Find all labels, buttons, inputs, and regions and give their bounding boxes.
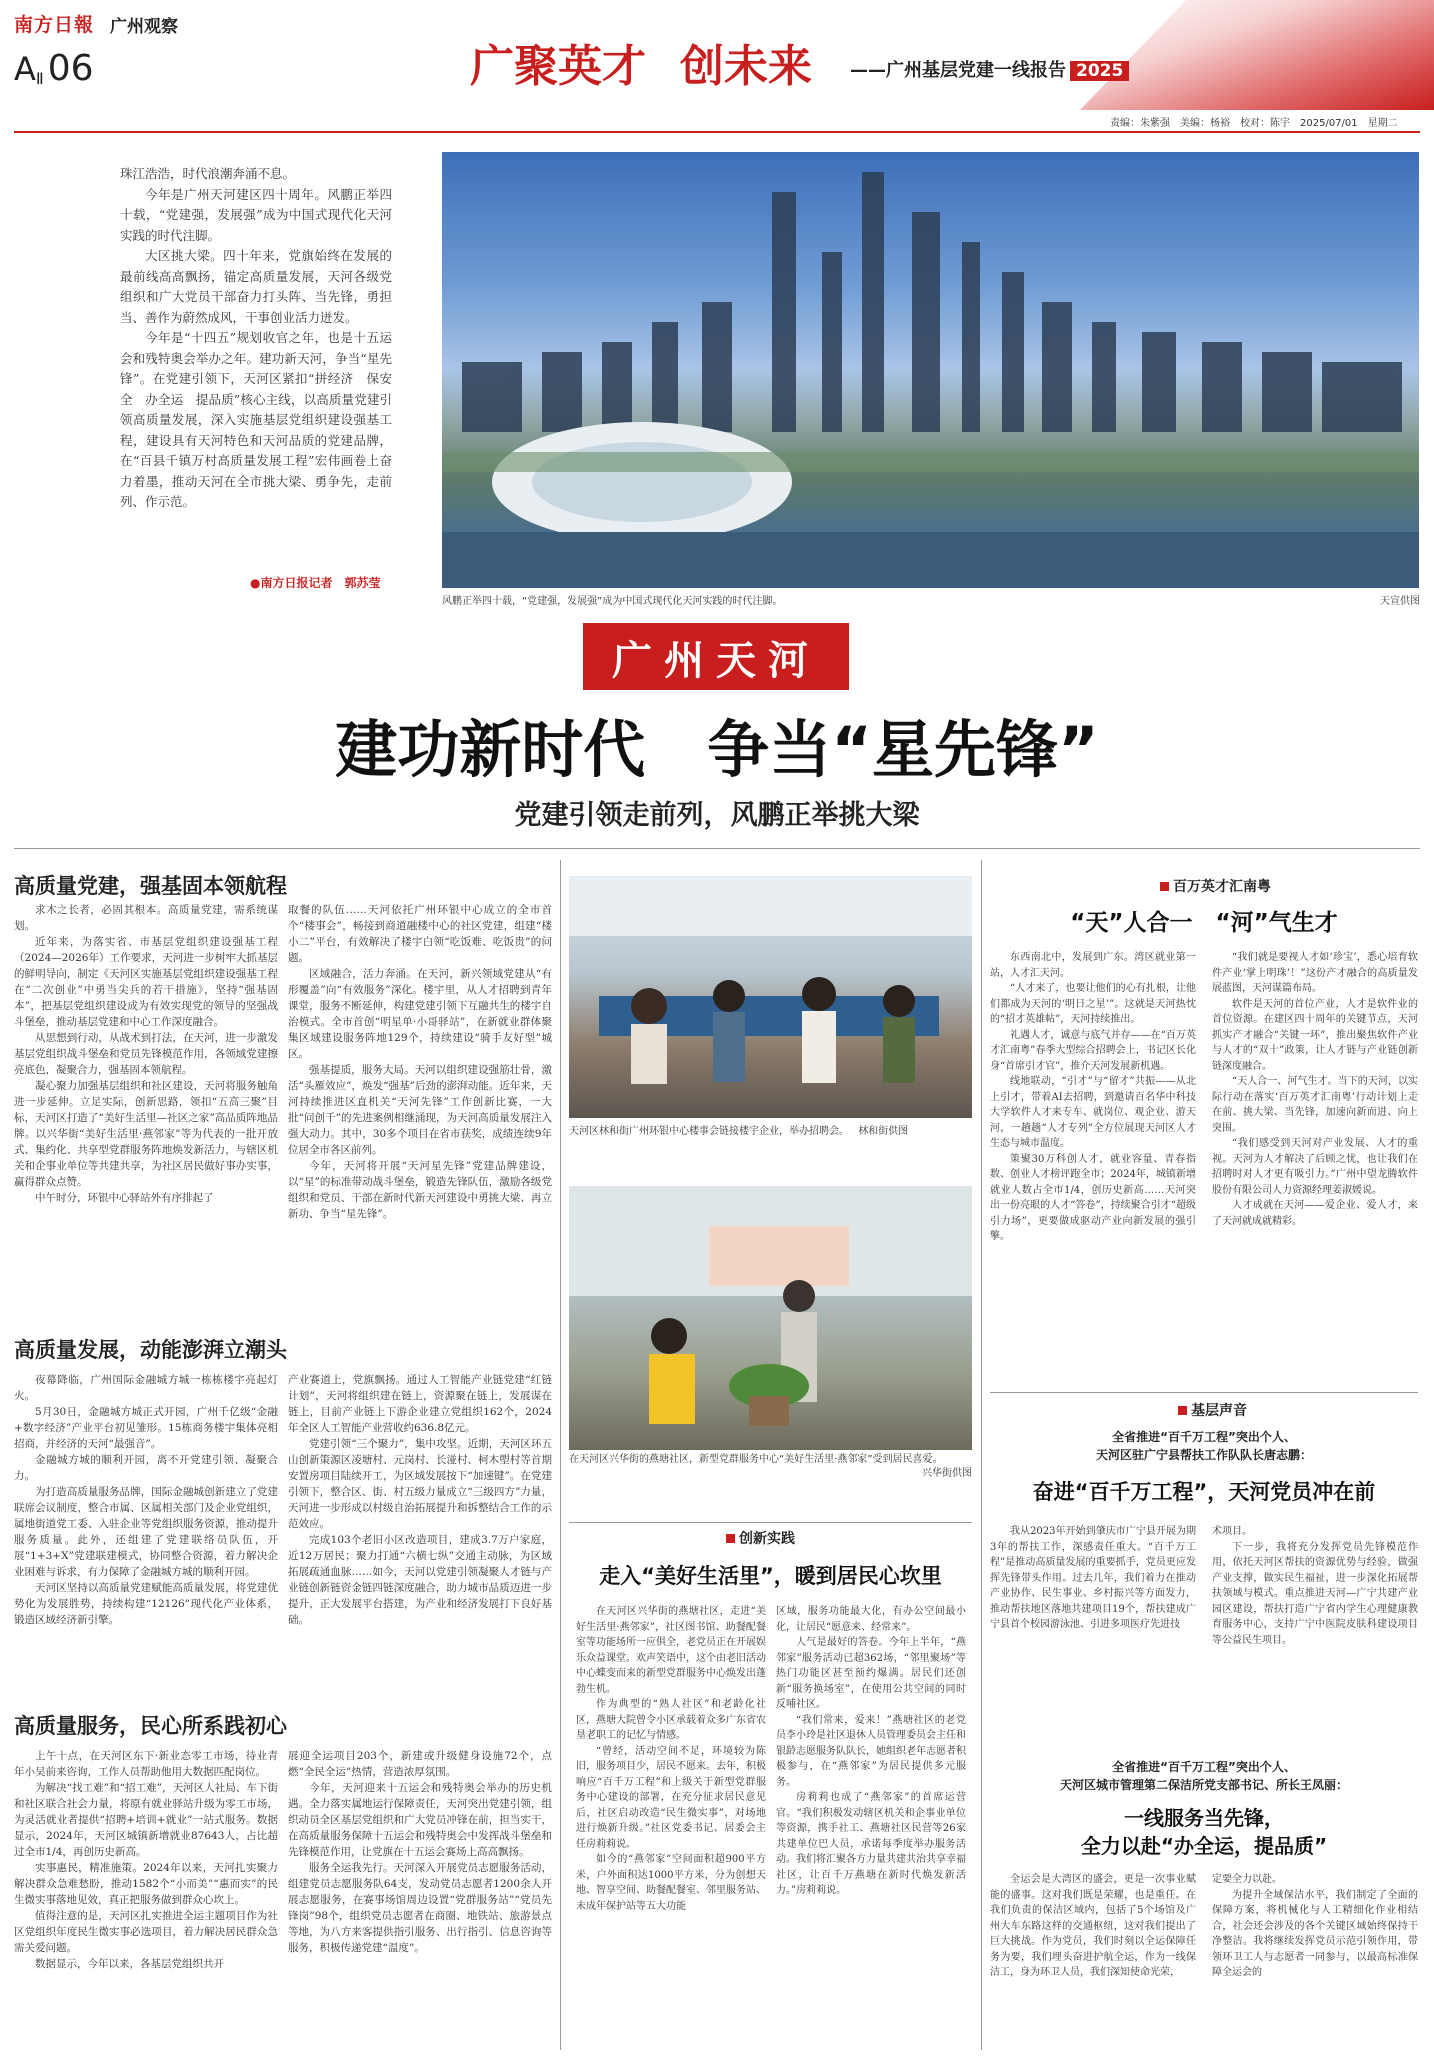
column-divider <box>981 860 982 2050</box>
paragraph: 上午十点，在天河区东下·新业态零工市场，待业青年小吴前来咨询，工作人员帮助他用大数据匹配岗位。 <box>14 1750 278 1778</box>
voice1-kicker-line2: 天河区驻广宁县帮扶工作队队长唐志鹏： <box>1095 1448 1312 1462</box>
district-label: 广州天河 <box>612 638 820 684</box>
intro-para: 今年是广州天河建区四十周年。风鹏正举四十载，“党建强，发展强”成为中国式现代化天河实践的时代注脚。 <box>120 186 392 243</box>
section-title-party: 高质量党建，强基固本领航程 <box>14 874 287 898</box>
paragraph: 夜幕降临，广州国际金融城方城一栋栋楼宇亮起灯火。 <box>14 1374 278 1402</box>
chuangxin-tag: 创新实践 <box>726 1528 795 1548</box>
paragraph: 天河区坚持以高质量党建赋能高质量发展，将党建优势化为发展胜势，持续构建“12126”现代化产业体系，锻造区域经济新引擎。 <box>14 1582 278 1626</box>
paragraph: 取餐的队伍……天河依托广州环银中心成立的全市首个“楼事会”，畅接到商道融楼中心的社区党建，组建“楼小二”平台，有效解决了楼宇白领“吃饭难、吃饭贵”的问题。 <box>288 904 552 964</box>
paragraph: 为提升全域保洁水平，我们制定了全面的保障方案，将机械化与人工精细化作业相结合，社会还会涉及的各个关键区域始终保持干净整洁。我将继续发挥党员示范引领作用，带领环卫工人与志愿者一同参与，以最高标准保障全运会的 <box>1212 1889 1418 1978</box>
article-column <box>1212 950 1418 1229</box>
paragraph: 区域融合，活力奔涌。在天河，新兴领域党建从“有形覆盖”向“有效服务”深化。楼宇里，从人才招聘到青年课堂，服务不断延伸，构建党建引领下互融共生的楼宇自治模式。全市首创“明星单·小哥驿站”，在新就业群体聚集区域建设服务阵地129个，持续建设“骑手友好型”城区。 <box>288 968 552 1060</box>
masthead-rule <box>14 131 1420 133</box>
paragraph: 区域，服务功能最大化，有办公空间最小化，让居民“愿意来、经常来”。 <box>776 1606 966 1633</box>
voice2-kicker <box>990 1758 1418 1794</box>
jiceng-tag: 基层声音 <box>1178 1400 1247 1420</box>
community-illustration <box>569 1186 972 1450</box>
paragraph: 金融城方城的顺利开园，离不开党建引领、凝聚合力。 <box>14 1454 278 1482</box>
community-credit: 兴华街供图 <box>922 1468 972 1479</box>
paragraph: 求木之长者，必固其根本。高质量党建，需系统谋划。 <box>14 904 278 932</box>
paragraph: “天人合一、河气生才。当下的天河，以实际行动在落实‘百万英才汇南粤’行动计划上走在前、挑大梁、当先锋，加速向新而进、向上突围。 <box>1212 1076 1418 1134</box>
intro-para: 大区挑大梁。四十年来，党旗始终在发展的最前线高高飘扬，锚定高质量发展，天河各级党组织和广大党员干部奋力打头阵、当先锋，勇担当、善作为蔚然成风，干事创业活力迸发。 <box>120 248 392 325</box>
recruitment-caption <box>569 1122 972 1137</box>
voice1-title: 奋进“百千万工程”，天河党员冲在前 <box>1032 1480 1376 1504</box>
community-caption <box>569 1453 972 1481</box>
article-column <box>14 902 278 1206</box>
paragraph: 为打造高质量服务品牌，国际金融城创新建立了党建联席会议制度，整合市属、区属相关部门及企业党组织，属地街道党工委、入驻企业等党组织服务资源，推动提升服务质量。此外，还组建了党建联络员队伍，开展“1+3+X”党建联建模式，协同整合资源，着力解决企业困难与诉求，有力保障了金融城方城的顺利开园。 <box>14 1486 278 1578</box>
paper-name: 南方日報 <box>14 14 95 36</box>
paragraph: 定要全力以赴。 <box>1212 1874 1282 1885</box>
masthead <box>0 0 1434 128</box>
article-column <box>990 1524 1196 1633</box>
paragraph: 我从2023年开始到肇庆市广宁县开展为期3年的帮扶工作，深感责任重大。“百千万工程”是推动高质量发展的重要抓手，党员更应发挥先锋带头作用。过去几年，我们着力在推动产业协作、民生事业、乡村振兴等方面发力，推动帮扶地区落地共建项目19个，帮扶建成广宁县首个校园游泳池、引进多项医疗先进技 <box>990 1526 1196 1630</box>
paragraph: 软件是天河的首位产业，人才是软件业的首位资源。在建区四十周年的关键节点，天河抓实产才融合“关键一环”，推出聚焦软件产业与人才的“双十”政策，让人才链与产业链创新链深度融合。 <box>1212 998 1418 1072</box>
voice2-title-line2: 全力以赴“办全运，提品质” <box>1080 1834 1328 1858</box>
credits-line: 责编：朱紫强 美编：杨裕 校对：陈宇 2025/07/01 星期二 <box>1110 118 1398 129</box>
paragraph: 房莉莉也成了“燕邻家”的首席运营官。“我们积极发动辖区机关和企事业单位等资源，携手社工、燕塘社区民营等26家共建单位巴人员，承诺每季度举办服务活动。我们将汇聚各方力量共建共治共享幸福社区，让百千万燕塘在新时代焕发新活力。”房莉莉说。 <box>776 1792 966 1896</box>
paragraph: 策聚30万科创人才，就业容量、青春指数、创业人才榜评跑全市；2024年，城镇新增就业人数占全市1/4，创历史新高……天河突出一份亮眼的人才“答卷”，持续聚合引才“超级引力场”，更要做成驱动产业向新发展的强引擎。 <box>990 1153 1196 1242</box>
skyline-illustration <box>442 152 1419 588</box>
paragraph: 5月30日，金融城方城正式开园，广州千亿级“金融+数字经济”产业平台初见雏形。15栋商务楼宇集体亮相招商，并经济的天河“最强音”。 <box>14 1406 278 1450</box>
theme-suffix <box>850 56 1129 82</box>
article-column <box>288 902 552 1222</box>
article-column <box>14 1748 278 1972</box>
chuangxin-title: 走入“美好生活里”，暖到居民心坎里 <box>599 1564 942 1588</box>
article-column <box>776 1604 966 1899</box>
paragraph: 线地联动，“引才”与“留才”共振——从北上引才，带着AI去招聘，到邀请百名华中科技大学软件人才来专车、就岗位、观企业、游天河，一趟趟“人才专列”全方位展现天河区人才生态与城市温度。 <box>990 1076 1196 1149</box>
baiwan-title: “天”人合一 “河”气生才 <box>1070 910 1338 936</box>
page-sub: Ⅱ <box>35 69 44 88</box>
article-column <box>288 1372 552 1628</box>
paragraph: 从思想到行动，从战术到打法，在天河，进一步激发基层党组织战斗堡垒和党员先锋模范作用，各领域党建擦亮底色，凝聚合力，强基固本领航程。 <box>14 1032 278 1076</box>
intro-byline: ●南方日报记者 郭苏莹 <box>250 576 381 590</box>
paragraph: 产业赛道上，党旗飘扬。通过人工智能产业链党建“红链计划”，天河将组织建在链上，资源聚在链上，发展谋在链上，目前产业链上下游企业建立党组织162个，2024年全区人工智能产业营收约636.8亿元。 <box>288 1374 552 1434</box>
hero-photo <box>442 152 1419 588</box>
community-caption-text: 在天河区兴华街的燕塘社区，新型党群服务中心“美好生活里·燕邻家”受到居民喜爱。 <box>569 1454 943 1465</box>
recruitment-fair-photo <box>569 876 972 1118</box>
paragraph: 礼遇人才，诚意与底气并存——在“百万英才汇南粤”春季大型综合招聘会上，书记区长化身“首席引才官”，推介天河发展新机遇。 <box>990 1029 1196 1072</box>
hero-credit: 天宣供图 <box>1380 596 1420 607</box>
voice1-kicker-line1: 全省推进“百千万工程”突出个人、 <box>1112 1430 1296 1444</box>
paragraph: 展迎全运项目203个，新建或升级健身设施72个，点燃“全民全运”热情，营造浓厚氛围。 <box>288 1750 552 1778</box>
paragraph: “曾经，活动空间不足，环境较为陈旧，服务项目少，居民不愿来。去年，积极响应“百千万工程”和上级关于新型党群服务中心建设的部署，在充分征求居民意见后，社区启动改造“民生微实事”，对场地进行焕新升级。”社区党委书记、居委会主任房莉莉说。 <box>576 1745 766 1850</box>
paragraph: 人才成就在天河——爱企业、爱人才，来了天河就成就精彩。 <box>1212 1200 1418 1227</box>
voice2-title <box>990 1804 1418 1860</box>
intro-para: 今年是“十四五”规划收官之年，也是十五运会和残特奥会举办之年。建功新天河，争当“星先锋”。在党建引领下，天河区紧扣“拼经济 保安全 办全运 提品质”核心主线，以高质量党建引领高质量发展，深入实施基层党组织建设强基工程，建设具有天河特色和天河品质的党建品牌，在“百县千镇万村高质量发展工程”宏伟画卷上奋力着墨，推动天河在全市挑大梁、勇争先，走前列、作示范。 <box>120 330 392 509</box>
paragraph: 术项目。 <box>1212 1526 1252 1537</box>
hero-caption: 风鹏正举四十载，“党建强，发展强”成为中国式现代化天河实践的时代注脚。 <box>442 596 783 607</box>
recruitment-caption-text: 天河区林和街广州环银中心楼事会链接楼宇企业，举办招聘会。 <box>569 1126 849 1137</box>
section-title-development: 高质量发展，动能澎湃立潮头 <box>14 1338 287 1362</box>
paragraph: 为解决“找工难”和“招工难”，天河区人社局、车下街和社区联合社会力量，将原有就业驿站升级为零工市场，为灵活就业者提供“招聘+培训+就业”一站式服务。数据显示，2024年，天河区城镇新增就业87643人，占比超过全市1/4，再创历史新高。 <box>14 1782 278 1858</box>
baiwan-tag: 百万英才汇南粤 <box>1160 876 1271 896</box>
paragraph: 实事惠民，精准施策。2024年以来，天河扎实聚力解决群众急难愁盼，推动1582个“小而美”“惠而实”的民生微实事落地见效，真正把服务做到群众心坎上。 <box>14 1862 278 1906</box>
paragraph: 如今的“燕邻家”空间面积超900平方米，户外面积达1000平方米，分为创想天地、智享空间、助餐配餐室、邻里服务站、未成年保护站等五大功能 <box>576 1854 766 1912</box>
section-title-service: 高质量服务，民心所系践初心 <box>14 1714 287 1738</box>
article-column <box>990 950 1196 1245</box>
recruitment-credit: 林和街供图 <box>858 1126 909 1137</box>
chuangxin-box-top-rule <box>569 1522 972 1523</box>
paragraph: 强基提质，服务大局。天河以组织建设强筋壮骨，激活“头雁效应”，焕发“强基”后劲的澎湃动能。近年来，天河持续推进区直机关“天河先锋”工作创新比赛，一大批“问创千”的先进案例相继涌现，为天河高质量发展注入强大动力。其中，30多个项目在省市获奖，成绩连续9年位居全市各区前列。 <box>288 1064 552 1156</box>
paragraph: 凝心聚力加强基层组织和社区建设，天河将服务触角进一步延伸。立足实际，创新思路，领扣“五高三聚”目标，天河区打造了“美好生活里—社区之家”高品质阵地品牌。以兴华街“美好生活里·燕邻家”等为代表的一批开放式、集约化、共享型党群服务阵地焕发新活力，与辖区机关和企事业单位等共建共享，为社区居民做好事办实事，赢得群众点赞。 <box>14 1080 278 1188</box>
paragraph: 东西南北中，发展到广东。湾区就业第一站，人才汇天河。 <box>990 952 1196 979</box>
year-badge: 2025 <box>1070 61 1129 81</box>
paragraph: 今年，天河迎来十五运会和残特奥会举办的历史机遇。全力落实属地运行保障责任，天河突出党建引领，组织动员全区基层党组织和广大党员冲锋在前，担当实干，在高质量服务保障十五运会和残特奥会中发挥战斗堡垒和先锋模范作用，让党旗在十五运会赛场上高高飘扬。 <box>288 1782 552 1858</box>
paragraph: 党建引领“三个聚力”，集中攻坚。近期，天河区环五山创新策源区凌塘村、元岗村、长湴村、柯木塱村等首期安置房项目陆续开工，为区域发展按下“加速键”。在党建引领下，整合区、街、村五级力量成立“三级四方”力量，天河进一步形成以村级自治拓展提升和拆整结合工作的示范效应。 <box>288 1438 552 1530</box>
intro-para: 珠江浩浩，时代浪潮奔涌不息。 <box>120 166 296 181</box>
paragraph: 服务全运我先行。天河深入开展党员志愿服务活动，组建党员志愿服务队64支，发动党员志愿者1200余人开展志愿服务，在赛事场馆周边设置“党群服务站”“党员先锋岗”98个，组织党员志愿者在商圈、地铁站、旅游景点等地，为八方来客提供指引服务、出行指引、信息咨询等服务，积极传递党建“温度”。 <box>288 1862 552 1954</box>
column-divider <box>560 860 561 2050</box>
paragraph: “我们感受到天河对产业发展、人才的重视。天河为人才解决了后顾之忧，也让我们在招聘时对人才更有吸引力。”广州中望龙腾软件股份有限公司人力资源经理姜淑媛说。 <box>1212 1138 1418 1196</box>
voice1-kicker <box>990 1428 1418 1464</box>
paragraph: 近年来，为落实省、市基层党组织建设强基工程（2024—2026年）工作要求，天河进一步树牢大抓基层的鲜明导向，制定《天河区实施基层党组织建设强基工程在“二次创业”中勇当尖兵的若干措施》，坚持“强基固本”，把基层党组织建设成为有效实现党的领导的坚强战斗堡垒，推动基层党建和中心工作深度融合。 <box>14 936 278 1028</box>
page-a: A <box>14 50 36 88</box>
recruitment-illustration <box>569 876 972 1118</box>
community-center-photo <box>569 1186 972 1450</box>
paragraph: 中午时分，环银中心驿站外有序排起了 <box>35 1192 214 1204</box>
theme-suffix-text: ——广州基层党建一线报告 <box>850 60 1066 81</box>
sub-headline: 党建引领走前列，风鹏正举挑大梁 <box>514 800 920 831</box>
paragraph: 下一步，我将充分发挥党员先锋模范作用，依托天河区帮扶的资源优势与经验，做强产业支撑，做实民生福祉，进一步深化拓展帮扶领域与模式。重点推进天河—广宁共建产业园区建设，帮扶打造广宁省内学生心理健康教育服务中心，支持广宁中医院皮肤科建设项目等公益民生项目。 <box>1212 1541 1418 1646</box>
voice2-title-line1: 一线服务当先锋， <box>1124 1806 1284 1830</box>
main-headline: 建功新时代 争当“星先锋” <box>335 713 1099 786</box>
paragraph: 值得注意的是，天河区扎实推进全运主题项目作为社区党组织年度民生微实事必选项目，着力解决居民群众急需关爱问题。 <box>14 1910 278 1954</box>
page-number <box>14 48 94 89</box>
paragraph: 完成103个老旧小区改造项目，建成3.7万户家庭，近12万居民；聚力打通“六横七纵”交通主动脉，为区域拓展疏通血脉……如今，天河以党建引领凝聚人才链与产业链创新链资金链四链深度融合，助力城市品质迈进一步提升，正大发展平台搭建，为产业和经济发展打下良好基础。 <box>288 1534 552 1626</box>
article-column <box>990 1872 1196 1981</box>
paragraph: 今年，天河将开展“天河星先锋”党建品牌建设，以“星”的标准带动战斗堡垒，锻造先锋队伍，激励各级党组织和党员、干部在新时代新天河建设中勇挑大梁、再立新功、争当“星先锋”。 <box>288 1160 552 1220</box>
intro-article <box>120 164 392 513</box>
theme-line-2: 创未来 <box>680 41 812 92</box>
district-banner <box>583 623 849 690</box>
voice2-kicker-line2: 天河区城市管理第二保洁所党支部书记、所长王凤丽： <box>1059 1778 1348 1792</box>
paragraph: “人才来了，也要让他们的心有扎根，让他们都成为天河的‘明日之星’”。这就是天河热忱的“招才英雄帖”，天河持续推出。 <box>990 983 1196 1025</box>
paragraph: 人气是最好的答卷。今年上半年，“燕邻家”服务活动已超362场，“邻里聚场”等热门功能区甚至预约爆满。居民们还创新“服务换场室”，在使用公共空间的同时反哺社区。 <box>776 1637 966 1710</box>
masthead-gradient <box>1080 0 1434 110</box>
paragraph: 作为典型的“熟人社区”和老龄化社区，燕塘大院曾令小区承载着众多广东省农垦老职工的记忆与情感。 <box>576 1699 766 1741</box>
paragraph: 在天河区兴华街的燕塘社区，走进“美好生活里·燕邻家”，社区图书馆、助餐配餐室等功能场所一应俱全，老党员正在开展娱乐众益课堂。欢声笑语中，这个由老旧活动中心蝶变而来的新型党群服务中心焕发出蓬勃生机。 <box>576 1606 766 1695</box>
voice2-kicker-line1: 全省推进“百千万工程”突出个人、 <box>1112 1760 1296 1774</box>
section-name: 广州观察 <box>110 17 178 37</box>
article-column <box>576 1604 766 1914</box>
page-num: 06 <box>47 48 94 89</box>
paragraph: “我们常来，爱来！”燕塘社区的老党员李小玲是社区退休人员管理委员会主任和银龄志愿服务队队长，她组织老年志愿者积极参与，在“燕邻家”为居民提供多元服务。 <box>776 1714 966 1788</box>
paragraph: 数据显示，今年以来，各基层党组织共开 <box>35 1958 224 1970</box>
jiceng-rule <box>990 1392 1418 1393</box>
theme-line-1: 广聚英才 <box>470 41 646 92</box>
paragraph: 全运会是大湾区的盛会，更是一次事业赋能的盛事。这对我们既是荣耀，也是重任。在我们负责的保洁区域内，包括了5个场馆及广州大车东路这样的交通枢纽，这对我们提出了巨大挑战。作为党员，我们时刻以全运保障任务为要，我们埋头奋进护航全运，作为一线保洁工，身为环卫人员，我们深知使命光荣， <box>990 1874 1196 1978</box>
article-column <box>1212 1872 1418 1981</box>
article-column <box>1212 1524 1418 1648</box>
paragraph: “我们就是要视人才如‘珍宝’，悉心培育软件产业‘掌上明珠’！”这份产才融合的高质量发展蓝图，天河谋篇布局。 <box>1212 952 1418 994</box>
article-column <box>288 1748 552 1956</box>
content-rule <box>14 848 1420 849</box>
article-column <box>14 1372 278 1628</box>
